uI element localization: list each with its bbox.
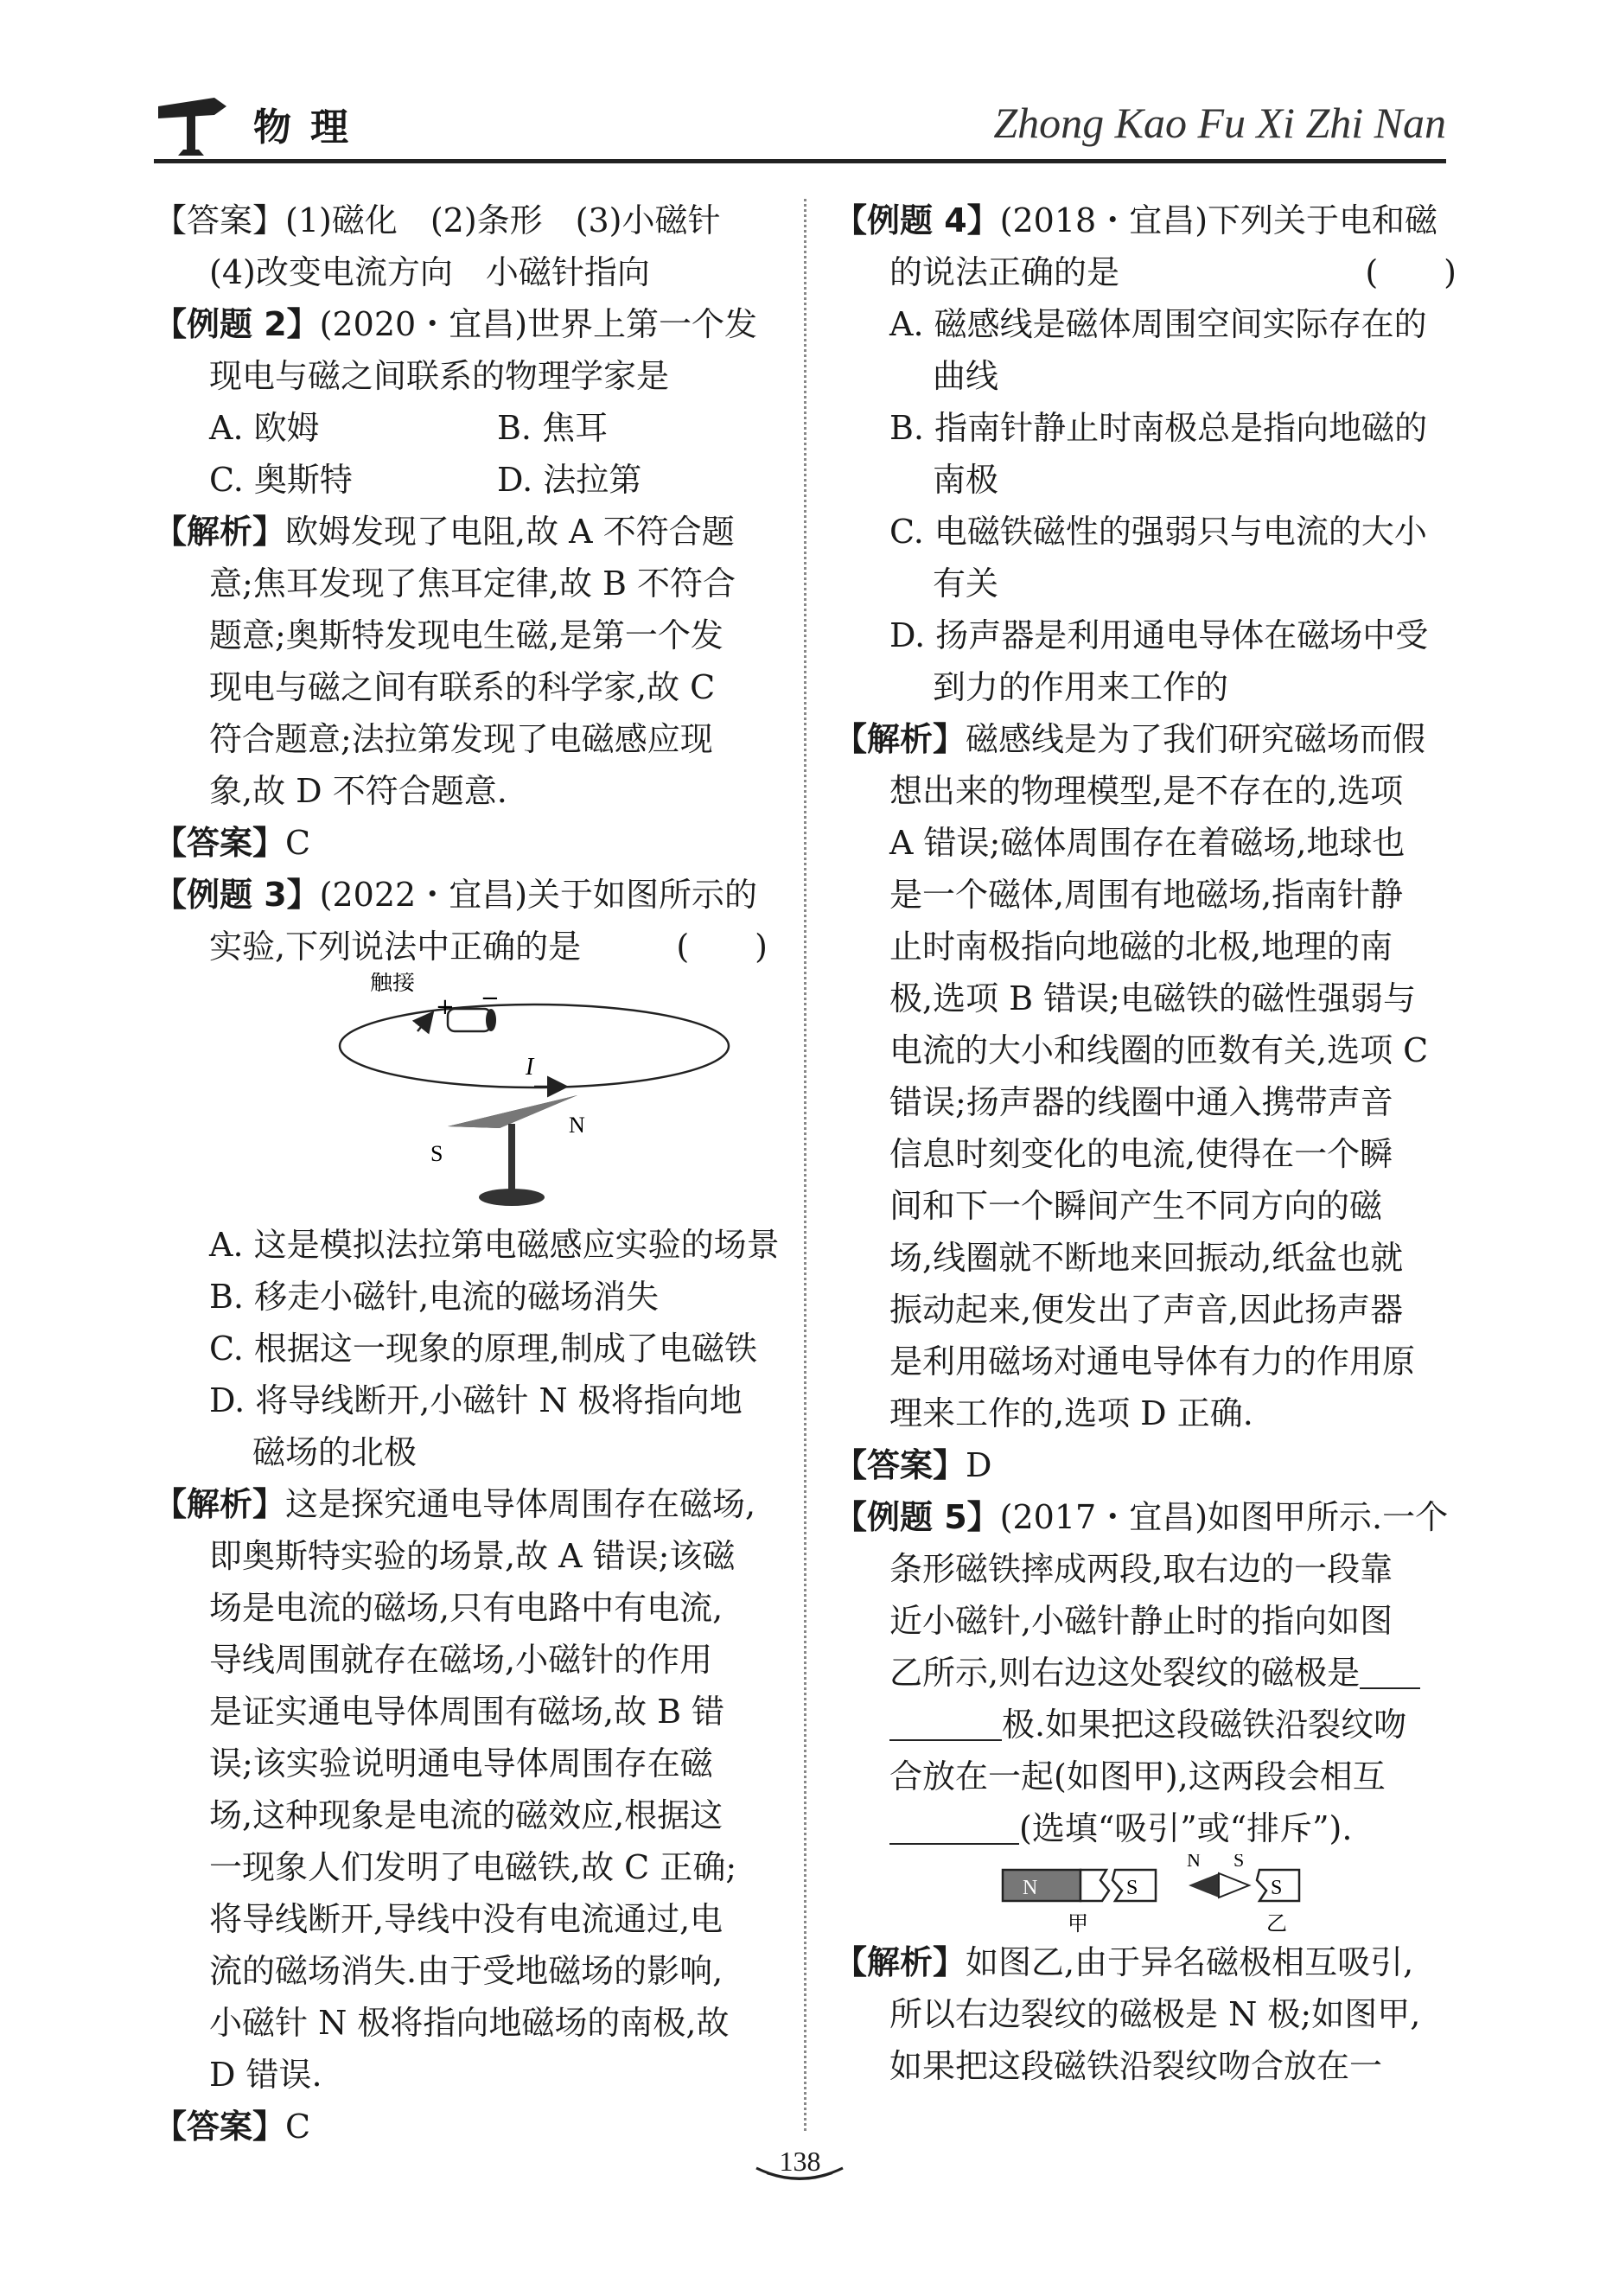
example-5-line-1: 【例题 5】(2017・宜昌)如图甲所示.一个: [834, 1498, 1449, 1536]
example-4-option-b: B. 指南针静止时南极总是指向地磁的: [889, 409, 1428, 447]
answer-3-tag: 【答案】: [154, 2108, 286, 2146]
analysis-4-line: 电流的大小和线圈的匝数有关,选项 C: [889, 1031, 1429, 1069]
label-yi: 乙: [1266, 1911, 1287, 1936]
analysis-3-line: 将导线断开,导线中没有电流通过,电: [209, 1900, 724, 1938]
example-3-option-d: D. 将导线断开,小磁针 N 极将指向地: [209, 1381, 743, 1419]
analysis-4-line: 理来工作的,选项 D 正确.: [889, 1394, 1253, 1432]
label-minus: −: [481, 985, 500, 1011]
answer-1-line-2: (4)改变电流方向 小磁针指向: [209, 253, 650, 291]
page-number: 138: [779, 2146, 821, 2177]
example-4-option-b-cont: 南极: [933, 461, 999, 499]
analysis-3-line: 误;该实验说明通电导体周围存在磁: [209, 1744, 713, 1783]
example-4-option-a: A. 磁感线是磁体周围空间实际存在的: [889, 305, 1427, 343]
label-n-pole: N: [569, 1113, 585, 1138]
page-header: [154, 82, 1446, 160]
oersted-experiment-figure: [154, 973, 785, 1219]
answer-3: [154, 2101, 785, 2152]
analysis-3-line: 即奥斯特实验的场景,故 A 错误;该磁: [209, 1537, 736, 1575]
analysis-2-tag: 【解析】: [154, 513, 286, 551]
label-n-bar: N: [1023, 1877, 1038, 1899]
broken-magnet-figure: [834, 1854, 1457, 1936]
example-4-option-c-cont: 有关: [933, 564, 999, 603]
example-3-option-d-cont: 磁场的北极: [252, 1433, 418, 1471]
example-4-line-2: 的说法正确的是 ( ): [834, 246, 1457, 298]
example-5-line-4: 乙所示,则右边这处裂纹的磁极是: [834, 1647, 1457, 1699]
label-s-needle: S: [1233, 1854, 1245, 1871]
label-touch: 触接: [370, 973, 416, 996]
example-3-line-2: 实验,下列说法中正确的是 ( ): [154, 921, 785, 973]
analysis-5-line-1: 【解析】如图乙,由于异名磁极相互吸引,: [834, 1943, 1414, 1981]
right-column: [834, 195, 1457, 2092]
label-n-needle: N: [1187, 1854, 1201, 1871]
example-4-line-1: 【例题 4】(2018・宜昌)下列关于电和磁: [834, 201, 1438, 239]
example-5-line-3: 近小磁针,小磁针静止时的指向如图: [889, 1602, 1393, 1640]
example-3-line-1: 【例题 3】(2022・宜昌)关于如图所示的: [154, 876, 758, 914]
analysis-4-line: 场,线圈就不断地来回振动,纸盆也就: [889, 1239, 1404, 1277]
example-2-option-c: C. 奥斯特: [209, 461, 353, 499]
analysis-3-line: 小磁针 N 极将指向地磁场的南极,故: [209, 2004, 730, 2042]
analysis-3-line: 导线周围就存在磁场,小磁针的作用: [209, 1641, 713, 1679]
analysis-2-line: 意;焦耳发现了焦耳定律,故 B 不符合: [209, 564, 736, 603]
analysis-4-line: 信息时刻变化的电流,使得在一个瞬: [889, 1135, 1393, 1173]
example-5-line-5: 极.如果把这段磁铁沿裂纹吻: [834, 1699, 1457, 1751]
analysis-5-tag: 【解析】: [834, 1943, 966, 1981]
example-5-line-6: 合放在一起(如图甲),这两段会相互: [889, 1757, 1386, 1795]
example-3-option-b: B. 移走小磁针,电流的磁场消失: [209, 1278, 660, 1316]
analysis-5-line: 所以右边裂纹的磁极是 N 极;如图甲,: [889, 1995, 1421, 2033]
analysis-4-line: 错误;扬声器的线圈中通入携带声音: [889, 1083, 1393, 1121]
example-4-option-d: D. 扬声器是利用通电导体在磁场中受: [889, 616, 1429, 654]
answer-2-tag: 【答案】: [154, 824, 286, 862]
label-s-bar: S: [1126, 1877, 1138, 1899]
analysis-4-line: A 错误;磁体周围存在着磁场,地球也: [889, 824, 1406, 862]
example-2-line-2: 现电与磁之间联系的物理学家是: [209, 357, 670, 395]
example-3-option-c: C. 根据这一现象的原理,制成了电磁铁: [209, 1330, 757, 1368]
example-2-option-b: B. 焦耳: [497, 409, 609, 447]
answer-blank-2: [889, 1810, 1019, 1845]
answer-4-value: D: [966, 1446, 992, 1484]
example-4-option-d-cont: 到力的作用来工作的: [933, 668, 1229, 706]
answer-4: [834, 1439, 1457, 1491]
answer-4-tag: 【答案】: [834, 1446, 966, 1484]
example-2-option-a: A. 欧姆: [209, 409, 320, 447]
analysis-5-line: 如果把这段磁铁沿裂纹吻合放在一: [889, 2047, 1383, 2085]
analysis-2-line: 符合题意;法拉第发现了电磁感应现: [209, 720, 713, 758]
left-column: [154, 195, 785, 2152]
analysis-4-line: 间和下一个瞬间产生不同方向的磁: [889, 1187, 1383, 1225]
analysis-3-line: 是证实通电导体周围有磁场,故 B 错: [209, 1693, 725, 1731]
example-2-options-row-1: [154, 402, 785, 454]
example-5-tag: 【例题 5】: [834, 1498, 1000, 1536]
example-2-option-d: D. 法拉第: [497, 461, 642, 499]
answer-paren: ( ): [676, 928, 768, 966]
analysis-3-tag: 【解析】: [154, 1485, 286, 1523]
analysis-4-tag: 【解析】: [834, 720, 966, 758]
example-2-text-1: (2020・宜昌)世界上第一个发: [319, 305, 758, 343]
analysis-3-line: 场,这种现象是电流的磁效应,根据这: [209, 1796, 724, 1834]
answer-paren: ( ): [1365, 253, 1457, 291]
example-3-tag: 【例题 3】: [154, 876, 320, 914]
example-2-line-1: [154, 298, 785, 350]
analysis-2-line-1: 【解析】欧姆发现了电阻,故 A 不符合题: [154, 513, 735, 551]
example-3-option-a: A. 这是模拟法拉第电磁感应实验的场景: [209, 1226, 780, 1264]
answer-2: [154, 817, 785, 869]
analysis-3-line: 流的磁场消失.由于受地磁场的影响,: [209, 1952, 724, 1990]
header-pinyin: Zhong Kao Fu Xi Zhi Nan: [993, 99, 1446, 147]
example-5-line-2: 条形磁铁摔成两段,取右边的一段靠: [889, 1550, 1393, 1588]
header-rule: [154, 159, 1446, 163]
analysis-4-line: 是利用磁场对通电导体有力的作用原: [889, 1343, 1416, 1381]
label-jia: 甲: [1068, 1911, 1088, 1936]
signpost-logo-icon: [154, 82, 232, 160]
label-s-bar-2: S: [1271, 1877, 1283, 1899]
analysis-3-line: 场是电流的磁场,只有电路中有电流,: [209, 1589, 724, 1627]
example-2-tag: 【例题 2】: [154, 305, 320, 343]
analysis-3-line: 一现象人们发明了电磁铁,故 C 正确;: [209, 1848, 737, 1886]
analysis-4-line: 是一个磁体,周围有地磁场,指南针静: [889, 876, 1404, 914]
analysis-2-line: 现电与磁之间有联系的科学家,故 C: [209, 668, 716, 706]
example-4-option-a-cont: 曲线: [933, 357, 999, 395]
answer-2-value: C: [285, 824, 311, 862]
magnet-diagram: [834, 1854, 1457, 1936]
analysis-4-line: 振动起来,便发出了声音,因此扬声器: [889, 1291, 1404, 1329]
example-5-line-7: (选填“吸引”或“排斥”).: [834, 1802, 1457, 1854]
analysis-3-line: D 错误.: [209, 2056, 322, 2094]
example-4-tag: 【例题 4】: [834, 201, 1000, 239]
answer-blank-1a: [1360, 1655, 1420, 1689]
analysis-3-line-1: 【解析】这是探究通电导体周围存在磁场,: [154, 1485, 756, 1523]
answer-3-value: C: [285, 2108, 311, 2146]
analysis-4-line: 极,选项 B 错误;电磁铁的磁性强弱与: [889, 979, 1416, 1017]
answer-1-line-1: 【答案】(1)磁化 (2)条形 (3)小磁针: [154, 201, 721, 239]
analysis-4-line: 止时南极指向地磁的北极,地理的南: [889, 928, 1393, 966]
column-divider: [804, 199, 806, 2131]
analysis-4-line: 想出来的物理模型,是不存在的,选项: [889, 772, 1404, 810]
example-4-option-c: C. 电磁铁磁性的强弱只与电流的大小: [889, 513, 1427, 551]
analysis-2-line: 题意;奥斯特发现电生磁,是第一个发: [209, 616, 724, 654]
oersted-diagram: [154, 973, 785, 1219]
example-2-options-row-2: [154, 454, 785, 506]
analysis-2-line: 象,故 D 不符合题意.: [209, 772, 507, 810]
label-s-pole: S: [430, 1141, 443, 1166]
analysis-4-line-1: 【解析】磁感线是为了我们研究磁场而假: [834, 720, 1426, 758]
label-current: I: [526, 1054, 534, 1081]
answer-blank-1b: [889, 1706, 1002, 1741]
label-plus: +: [436, 994, 455, 1020]
subject-title: 物理: [253, 105, 367, 150]
